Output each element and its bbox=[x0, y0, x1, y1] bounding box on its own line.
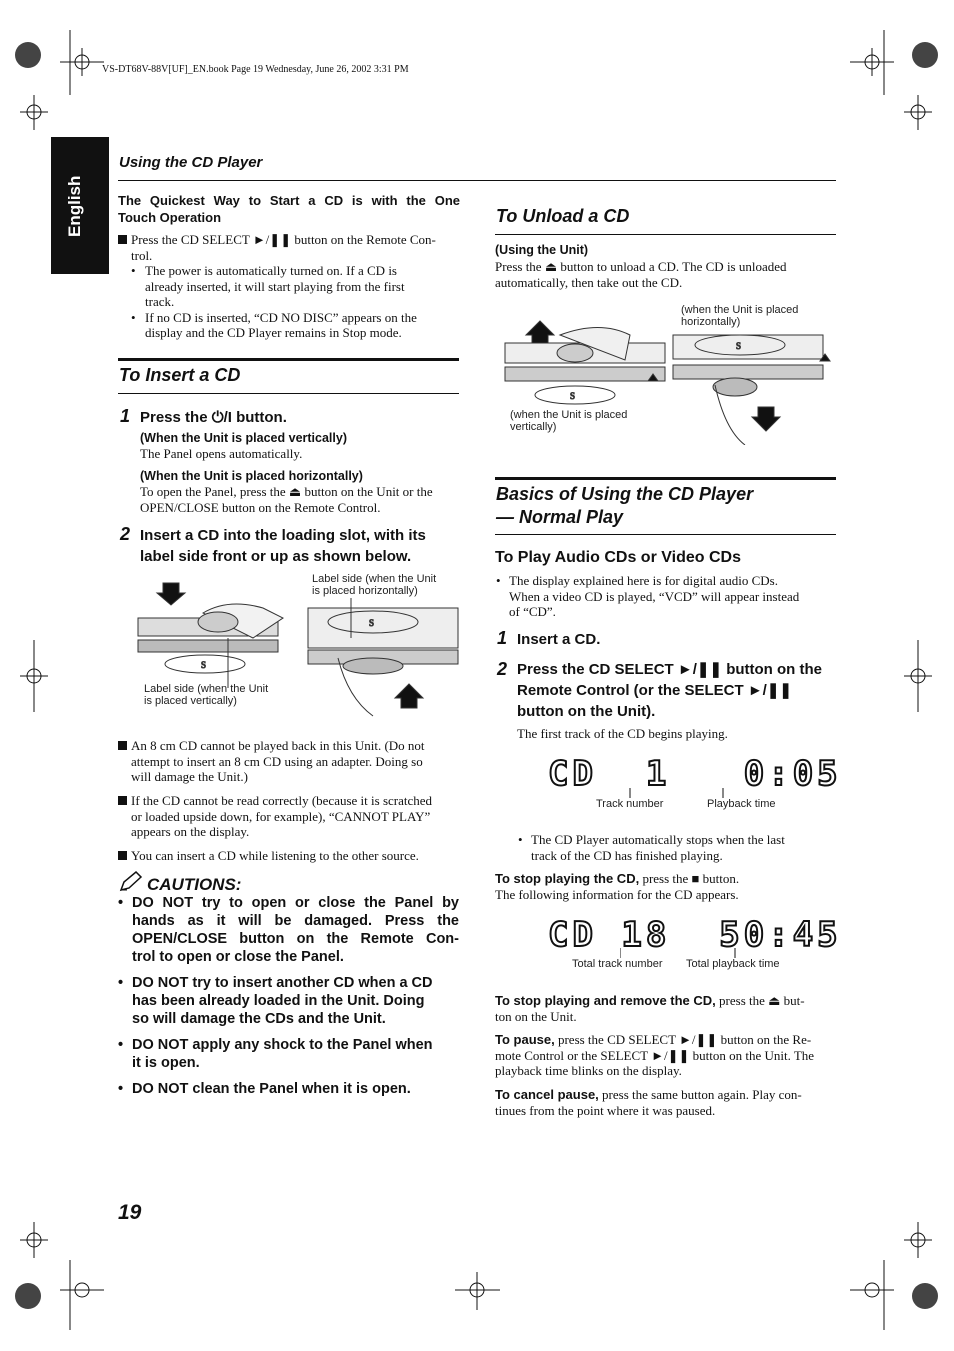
unload-title: To Unload a CD bbox=[496, 206, 630, 226]
horizontal-text: To open the Panel, press the ⏏ button on the Unit or the OPEN/CLOSE button on the Remote Control. bbox=[140, 484, 433, 515]
autostop-note: • The CD Player automatically stops when the last track of the CD has finished playing. bbox=[518, 832, 785, 863]
section-title: Using the CD Player bbox=[119, 154, 263, 171]
total-track-caption: Total track number bbox=[572, 958, 663, 970]
note-other-source: You can insert a CD while listening to the other source. bbox=[118, 848, 463, 864]
basics-title: Basics of Using the CD Player — Normal Play bbox=[496, 484, 754, 527]
cautions-title: CAUTIONS: bbox=[147, 875, 242, 894]
unload-label-vertical: (when the Unit is placed vertically) bbox=[510, 409, 628, 433]
caution-item: • DO NOT try to open or close the Panel by hands as it will be damaged. Press the OPEN/CLOSE button on the Remote Con- trol to open or close the Panel. bbox=[118, 895, 459, 965]
quickest-text: Press the CD SELECT ►/❚❚ button on the Remote Con- trol. bbox=[118, 232, 463, 263]
figure-label-horizontal: Label side (when the Unit is placed horizontally) bbox=[312, 573, 437, 597]
unload-label-horizontal: (when the Unit is placed horizontally) bbox=[681, 304, 799, 328]
cautions-list bbox=[118, 894, 459, 1098]
basics-rule-top bbox=[495, 477, 836, 480]
step-1-text: Press the ⏻/I button. bbox=[140, 409, 287, 426]
track-number-caption: Track number bbox=[596, 798, 664, 810]
note-8cm: An 8 cm CD cannot be played back in this Unit. (Do not attempt to insert an 8 cm CD using an adapter. Doing so will damage the Unit.) bbox=[118, 738, 463, 785]
caution-item: • DO NOT clean the Panel when it is open. bbox=[118, 1081, 411, 1097]
quickest-bullets bbox=[145, 263, 465, 341]
svg-text:S: S bbox=[369, 618, 375, 628]
play-note: • The display explained here is for digital audio CDs. When a video CD is played, “VCD” will appear instead of “CD”. bbox=[496, 573, 800, 619]
insert-rule-bottom bbox=[118, 393, 459, 394]
playback-time-caption: Playback time bbox=[707, 798, 776, 810]
step-1-number: 1 bbox=[120, 406, 131, 426]
page-number: 19 bbox=[118, 1201, 142, 1224]
svg-text:S: S bbox=[736, 341, 742, 351]
vertical-text: The Panel opens automatically. bbox=[140, 446, 303, 461]
remove-text: To stop playing and remove the CD, press the ⏏ but- ton on the Unit. bbox=[495, 993, 805, 1024]
language-tab bbox=[51, 137, 109, 274]
list-item: • The power is automatically turned on. If a CD is already inserted, it will start playing from the first track. bbox=[145, 263, 465, 310]
caution-item: • DO NOT try to insert another CD when a CD has been already loaded in the Unit. Doing so will damage the CDs and the Unit. bbox=[118, 975, 433, 1027]
step-2-number: 2 bbox=[120, 524, 131, 544]
quickest-title: The Quickest Way to Start a CD is with the One Touch Operation bbox=[118, 193, 460, 225]
insert-title: To Insert a CD bbox=[119, 365, 241, 385]
figure-label-vertical: Label side (when the Unit is placed vertically) bbox=[144, 683, 269, 707]
using-unit-label: (Using the Unit) bbox=[495, 243, 589, 257]
unload-rule bbox=[495, 234, 836, 235]
vertical-label: (When the Unit is placed vertically) bbox=[140, 431, 347, 445]
svg-text:S: S bbox=[570, 391, 576, 401]
square-bullet-icon bbox=[118, 851, 127, 860]
play-step-2-number: 2 bbox=[497, 659, 508, 679]
insert-rule-top bbox=[118, 358, 459, 361]
svg-text:S: S bbox=[201, 660, 207, 670]
play-step-2-text: Press the CD SELECT ►/❚❚ button on the Remote Control (or the SELECT ►/❚❚ button on the Unit). bbox=[517, 661, 822, 720]
square-bullet-icon bbox=[118, 741, 127, 750]
stop-text: To stop playing the CD, press the ■ button. The following information for the CD appears. bbox=[495, 871, 740, 902]
display-total: CD 18 50:45 bbox=[548, 915, 842, 955]
play-step-1-number: 1 bbox=[497, 628, 508, 648]
square-bullet-icon bbox=[118, 235, 127, 244]
language-tab-label: English bbox=[65, 175, 84, 237]
note-cannot-play: If the CD cannot be read correctly (because it is scratched or loaded upside down, for example), “CANNOT PLAY” appears on the display. bbox=[118, 793, 463, 840]
book-header: VS-DT68V-88V[UF]_EN.book Page 19 Wednesday, June 26, 2002 3:31 PM bbox=[102, 64, 409, 75]
total-time-caption: Total playback time bbox=[686, 958, 780, 970]
pause-text: To pause, press the CD SELECT ►/❚❚ button on the Re- mote Control or the SELECT ►/❚❚ button on the Unit. The playback time blinks on the display. bbox=[495, 1032, 815, 1078]
play-step-1-text: Insert a CD. bbox=[517, 631, 601, 648]
play-title: To Play Audio CDs or Video CDs bbox=[495, 549, 741, 566]
square-bullet-icon bbox=[118, 796, 127, 805]
display-playback: CD 1 0:05 bbox=[548, 754, 842, 794]
cancel-pause-text: To cancel pause, press the same button again. Play con- tinues from the point where it was paused. bbox=[495, 1087, 802, 1118]
header-rule bbox=[118, 180, 836, 181]
horizontal-label: (When the Unit is placed horizontally) bbox=[140, 469, 363, 483]
step-2-text: Insert a CD into the loading slot, with its label side front or up as shown below. bbox=[140, 527, 426, 565]
list-item: • If no CD is inserted, “CD NO DISC” appears on the display and the CD Player remains in Stop mode. bbox=[145, 310, 465, 341]
pencil-icon bbox=[118, 871, 144, 893]
unload-text: Press the ⏏ button to unload a CD. The CD is unloaded automatically, then take out the CD. bbox=[495, 259, 787, 290]
caution-item: • DO NOT apply any shock to the Panel when it is open. bbox=[118, 1037, 433, 1071]
first-track-text: The first track of the CD begins playing. bbox=[517, 726, 728, 741]
basics-rule-bottom bbox=[495, 534, 836, 535]
